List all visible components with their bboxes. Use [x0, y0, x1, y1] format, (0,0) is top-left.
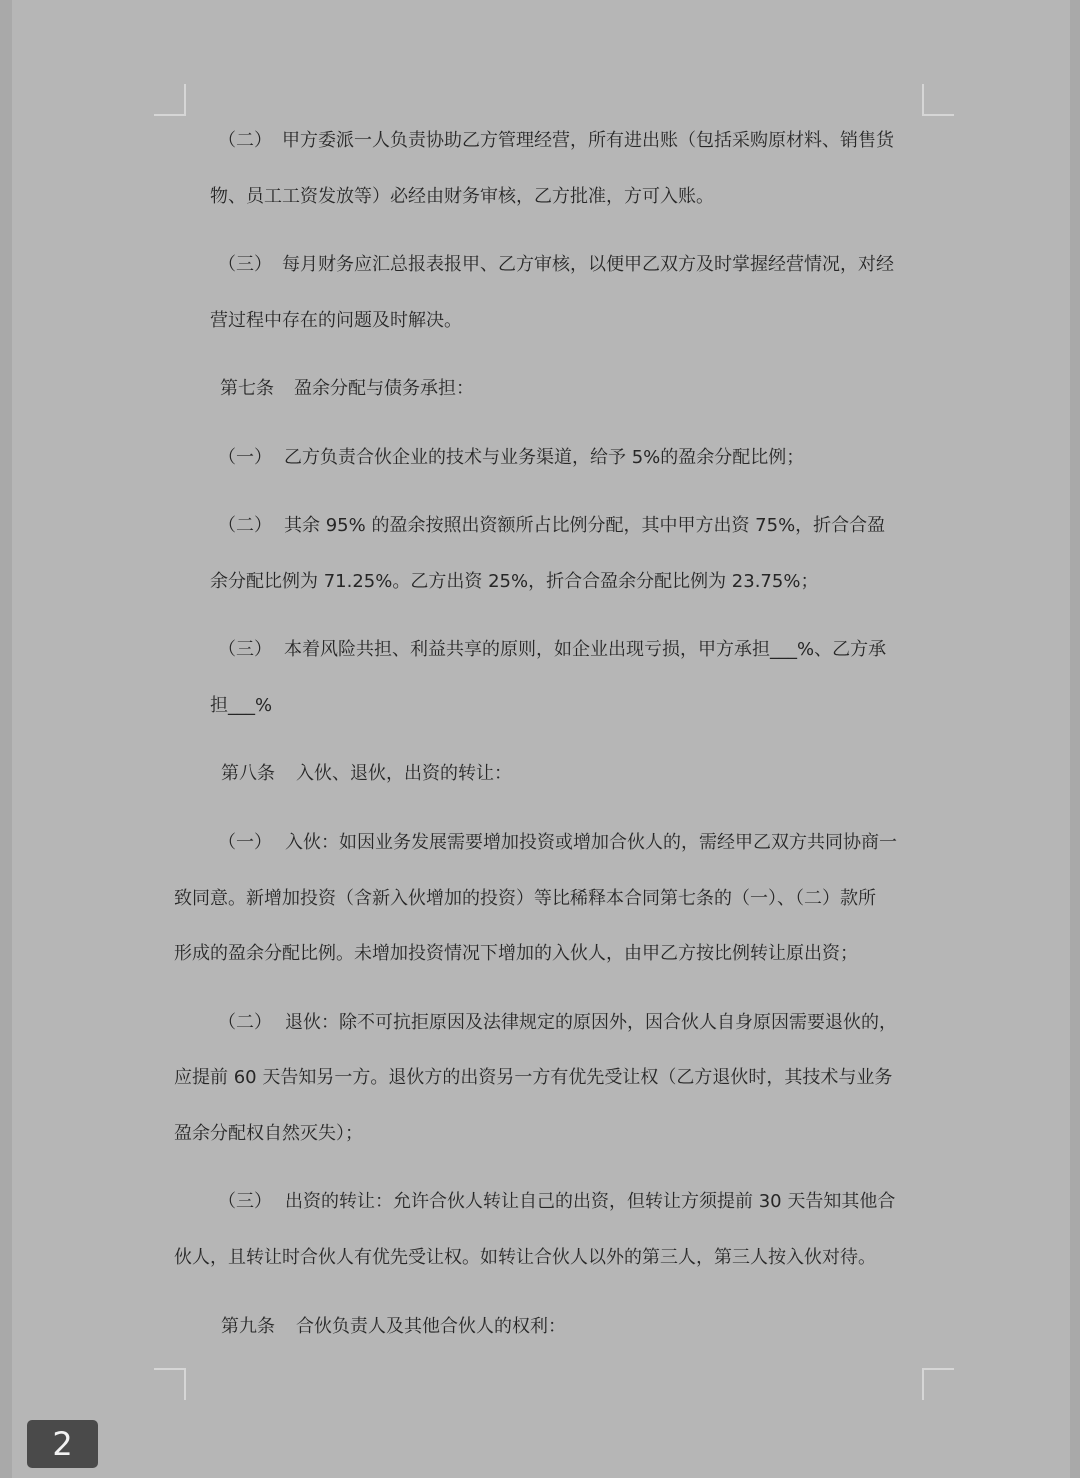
clause-8-3-line-2: 伙人，且转让时合伙人有优先受让权。如转让合伙人以外的第三人，第三人按入伙对待。: [174, 1247, 876, 1268]
article-9-heading: 第九条 合伙负责人及其他合伙人的权利：: [221, 1316, 566, 1337]
page-corner-mark: [154, 1368, 186, 1400]
clause-8-1-line-3: 形成的盈余分配比例。未增加投资情况下增加的入伙人，由甲乙方按比例转让原出资；: [174, 943, 858, 964]
clause-6-2-line-1: （二） 甲方委派一人负责协助乙方管理经营，所有进出账（包括采购原材料、销售货: [218, 130, 894, 151]
clause-6-2-line-2: 物、员工工资发放等）必经由财务审核，乙方批准，方可入账。: [210, 186, 714, 207]
clause-7-2-line-2: 余分配比例为 71.25%。乙方出资 25%，折合合盈余分配比例为 23.75%；: [210, 571, 819, 592]
clause-8-2-line-2: 应提前 60 天告知另一方。退伙方的出资另一方有优先受让权（乙方退伙时，其技术与业务: [174, 1067, 893, 1088]
clause-8-2-line-3: 盈余分配权自然灭失）；: [174, 1123, 363, 1144]
clause-8-3-line-1: （三） 出资的转让：允许合伙人转让自己的出资，但转让方须提前 30 天告知其他合: [218, 1191, 896, 1212]
clause-6-3-line-2: 营过程中存在的问题及时解决。: [210, 310, 462, 331]
page-number-indicator[interactable]: 2: [27, 1420, 98, 1468]
clause-7-1: （一） 乙方负责合伙企业的技术与业务渠道，给予 5%的盈余分配比例；: [218, 447, 805, 468]
page-corner-mark: [154, 84, 186, 116]
clause-7-3-line-1: （三） 本着风险共担、利益共享的原则，如企业出现亏损，甲方承担___%、乙方承: [218, 639, 887, 660]
clause-7-2-line-1: （二） 其余 95% 的盈余按照出资额所占比例分配，其中甲方出资 75%，折合合盈: [218, 515, 886, 536]
article-7-heading: 第七条 盈余分配与债务承担：: [220, 378, 474, 399]
page-corner-mark: [922, 84, 954, 116]
page-corner-mark: [922, 1368, 954, 1400]
clause-8-2-line-1: （二） 退伙：除不可抗拒原因及法律规定的原因外，因合伙人自身原因需要退伙的，: [218, 1012, 897, 1033]
article-8-heading: 第八条 入伙、退伙，出资的转让：: [221, 763, 512, 784]
clause-8-1-line-1: （一） 入伙：如因业务发展需要增加投资或增加合伙人的，需经甲乙双方共同协商一: [218, 832, 897, 853]
clause-7-3-line-2: 担___%: [210, 695, 273, 716]
clause-8-1-line-2: 致同意。新增加投资（含新入伙增加的投资）等比稀释本合同第七条的（一）、（二）款所: [174, 888, 876, 909]
clause-6-3-line-1: （三） 每月财务应汇总报表报甲、乙方审核，以便甲乙双方及时掌握经营情况，对经: [218, 254, 894, 275]
